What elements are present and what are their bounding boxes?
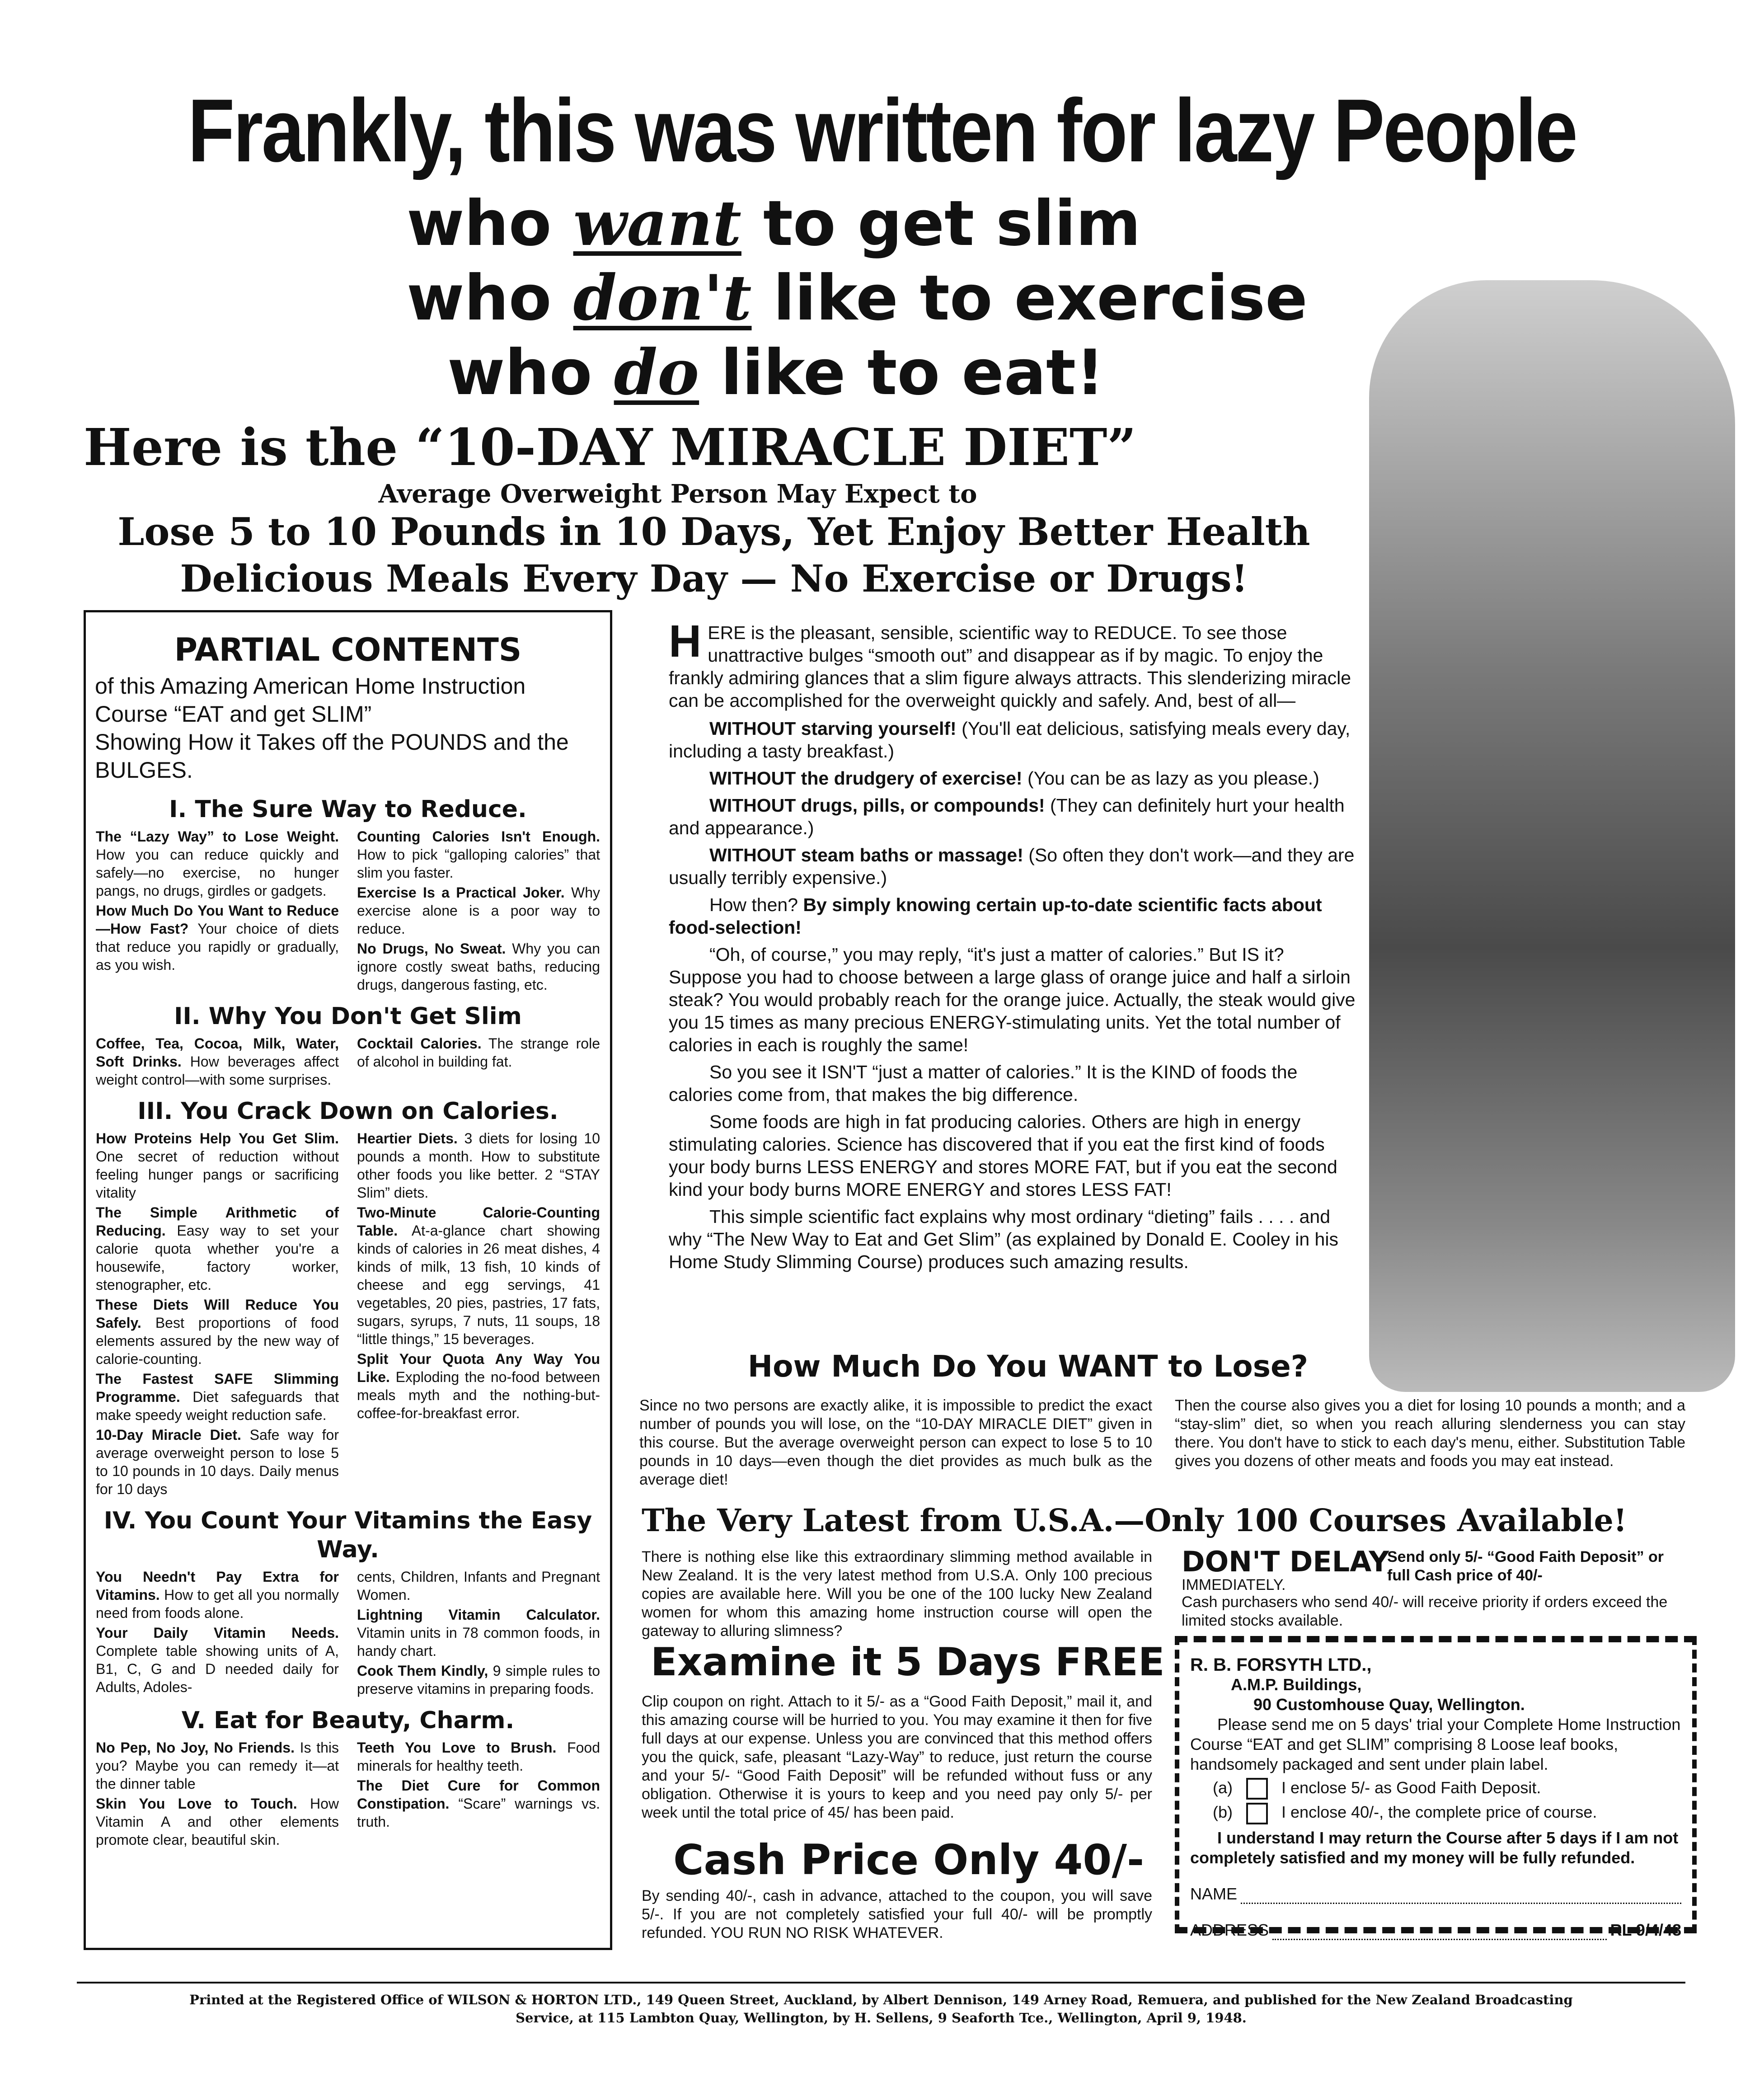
subheadline-dont: who don't like to exercise bbox=[407, 261, 1308, 334]
fact-paragraph: This simple scientific fact explains why most ordinary “dieting” fails . . . . and why “The New Way to Eat and Get Slim” (as explained by Donald E. Cooley in his Home Study Slimming Course) produces such amazing results. bbox=[669, 1206, 1338, 1272]
how-much-right-text: Then the course also gives you a diet for losing 10 pounds a month; and a “stay-slim” diet, so when you reach alluring slenderness you can stay there. You don't have to stick to each day's menu, either. Substitution Table gives you dozens of other meats and foods you may eat instead. bbox=[1175, 1397, 1685, 1470]
energy-paragraph: Some foods are high in fat producing calories. Others are high in energy stimulating calories. Science has discovered that if you eat the first kind of foods your body burns LESS ENERGY and stores MORE FAT, but if you eat the second kind your body burns MORE ENERGY and stores LESS FAT! bbox=[669, 1111, 1337, 1200]
without-drugs: WITHOUT drugs, pills, or compounds! (They can definitely hurt your health and appearance.) bbox=[669, 795, 1345, 838]
coupon-address-1: A.M.P. Buildings, bbox=[1231, 1675, 1362, 1694]
contents-item-title: You Needn't Pay Extra for Vitamins. bbox=[96, 1569, 339, 1603]
how-much-left-text: Since no two persons are exactly alike, it is impossible to predict the exact number of pounds you will lose, on the “10-DAY MIRACLE DIET” given in this course. But the average overweight person can expect to lose 5 to 10 pounds in 10 days—even though the diet provides as much bulk as the average diet! bbox=[639, 1397, 1152, 1488]
contents-column-right bbox=[357, 1034, 600, 1091]
address-field[interactable]: ADDRESS RL 9/4/48 bbox=[1190, 1920, 1681, 1939]
coupon-understand: I understand I may return the Course after 5 days if I am not completely satisfied and my money will be fully refunded. bbox=[1190, 1828, 1679, 1867]
contents-item bbox=[96, 1296, 339, 1368]
headline: Frankly, this was written for lazy People bbox=[188, 80, 1576, 180]
without-exercise: WITHOUT the drudgery of exercise! (You can be as lazy as you please.) bbox=[709, 768, 1319, 789]
contents-sections bbox=[86, 784, 610, 1851]
coupon-firm: R. B. FORSYTH LTD., bbox=[1190, 1655, 1372, 1675]
examine-text: Clip coupon on right. Attach to it 5/- as a “Good Faith Deposit,” mail it, and this amazing course will be hurried to you. You may examine it then for five full days at our expense. Unless you are convinced that this method offers you the quick, safe, pleasant “Lazy-Way” to reduce, just return the course and your 5/- “Good Faith Deposit” will be refunded without fuss or any obligation. Otherwise it is yours to keep and you need pay only 5/- per week until the total price of 45/ has been paid. bbox=[642, 1693, 1152, 1821]
contents-column-right bbox=[357, 827, 600, 996]
contents-item-desc: Your choice of diets that reduce you rapidly or gradually, as you wish. bbox=[96, 921, 339, 973]
how-then: How then? By simply knowing certain up-to-date scientific facts about food-selection! bbox=[669, 894, 1322, 938]
contents-column-left bbox=[96, 1568, 339, 1700]
contents-item bbox=[96, 1203, 339, 1294]
contents-item-desc: At-a-glance chart showing kinds of calories in 26 meat dishes, 4 kinds of milk, 13 fish, 10 kinds of cheese and egg servings, 41 vegetables, 20 pies, pastries, 17 fats, sugars, syrups, 7 nuts, 11 soups, 18 “little things,” 15 beverages. bbox=[357, 1222, 601, 1347]
option-b-checkbox[interactable] bbox=[1246, 1803, 1268, 1824]
contents-item bbox=[357, 884, 600, 938]
contents-item-desc: Complete table showing units of A, B1, C, G and D needed daily for Adults, Adoles- bbox=[96, 1643, 339, 1695]
contents-item bbox=[357, 940, 600, 994]
option-a-checkbox[interactable] bbox=[1246, 1778, 1268, 1800]
contents-item-title: The Diet Cure for Common Constipation. bbox=[357, 1777, 600, 1812]
contents-item bbox=[96, 827, 339, 900]
contents-item-title: No Drugs, No Sweat. bbox=[357, 940, 506, 957]
contents-column-right bbox=[357, 1129, 600, 1500]
very-latest-text: There is nothing else like this extraordinary slimming method available in New Zealand. It is the very latest method from U.S.A. Only 100 precious copies are available here. Will you be one of the 100 lucky New Zealand women for whom this amazing home instruction course will open the gateway to alluring slimness? bbox=[642, 1548, 1152, 1640]
contents-section-body bbox=[96, 1739, 600, 1851]
dropcap: H bbox=[669, 616, 702, 667]
contents-column-left bbox=[96, 1739, 339, 1851]
contents-item-desc: Is this you? Maybe you can remedy it—at the dinner table bbox=[96, 1739, 339, 1792]
contents-item-title: These Diets Will Reduce You Safely. bbox=[96, 1297, 339, 1331]
delicious-line: Delicious Meals Every Day — No Exercise or Drugs! bbox=[180, 557, 1248, 601]
contents-item-desc: Diet safeguards that make speedy weight reduction safe. bbox=[96, 1389, 339, 1423]
how-much-heading: How Much Do You WANT to Lose? bbox=[747, 1349, 1309, 1384]
contents-item-title: 10-Day Miracle Diet. bbox=[96, 1427, 241, 1443]
expect-line: Average Overweight Person May Expect to bbox=[378, 479, 977, 509]
contents-item-desc: How Vitamin A and other elements promote clear, beautiful skin. bbox=[96, 1796, 339, 1848]
contents-item bbox=[357, 1739, 600, 1775]
contents-item-title: Teeth You Love to Brush. bbox=[357, 1739, 557, 1756]
coupon-request: Please send me on 5 days' trial your Complete Home Instruction Course “EAT and get SLIM” comprising 8 Loose leaf books, handsomely packaged and sent under plain label. bbox=[1190, 1715, 1681, 1773]
contents-item-desc: 9 simple rules to preserve vitamins in preparing foods. bbox=[357, 1663, 601, 1697]
contents-item-title: Coffee, Tea, Cocoa, Milk, Water, Soft Drinks. bbox=[96, 1035, 339, 1070]
contents-item-desc: Exploding the no-food between meals myth and the nothing-but-coffee-for-breakfast error. bbox=[357, 1369, 601, 1421]
contents-item bbox=[357, 1350, 600, 1422]
subheadline-do: who do like to eat! bbox=[447, 335, 1104, 409]
kind-paragraph: So you see it ISN'T “just a matter of calories.” It is the KIND of foods the calories come from, that makes the big difference. bbox=[669, 1062, 1298, 1105]
contents-item-desc: Food minerals for healthy teeth. bbox=[357, 1739, 601, 1774]
option-a: (a) I enclose 5/- as Good Faith Deposit. bbox=[1190, 1778, 1681, 1800]
contents-item-title: No Pep, No Joy, No Friends. bbox=[96, 1739, 295, 1756]
contents-item-desc: Safe way for average overweight person to lose 5 to 10 pounds in 10 days. Daily menus for 10 days bbox=[96, 1427, 339, 1497]
order-coupon[interactable] bbox=[1175, 1636, 1697, 1939]
contents-section-heading: I. The Sure Way to Reduce. bbox=[169, 796, 527, 823]
contents-item-title: The Simple Arithmetic of Reducing. bbox=[96, 1204, 339, 1239]
contents-item-title: How Proteins Help You Get Slim. bbox=[96, 1130, 339, 1147]
body-copy bbox=[669, 616, 1356, 1273]
contents-item-title: Skin You Love to Touch. bbox=[96, 1796, 297, 1812]
contents-section-heading: V. Eat for Beauty, Charm. bbox=[181, 1707, 515, 1734]
contents-column-left bbox=[96, 827, 339, 996]
contents-intro: of this Amazing American Home Instruction Course “EAT and get SLIM” bbox=[95, 673, 526, 727]
contents-item bbox=[96, 1624, 339, 1696]
dont-delay-heading: DON'T DELAY bbox=[1182, 1545, 1389, 1578]
contents-section-body bbox=[96, 1568, 600, 1700]
footer-rule bbox=[77, 1982, 1685, 1984]
contents-item-title: Two-Minute Calorie-Counting Table. bbox=[357, 1204, 600, 1239]
contents-item-title: The “Lazy Way” to Lose Weight. bbox=[96, 828, 339, 845]
diet-title: Here is the “10-DAY MIRACLE DIET” bbox=[84, 418, 1136, 477]
contents-item-desc: Vitamin units in 78 common foods, in handy chart. bbox=[357, 1625, 600, 1659]
contents-item-title: Lightning Vitamin Calculator. bbox=[357, 1607, 600, 1623]
contents-section-body bbox=[96, 1034, 600, 1091]
contents-item-title: Counting Calories Isn't Enough. bbox=[357, 828, 600, 845]
contents-item bbox=[96, 1370, 339, 1424]
contents-showing: Showing How it Takes off the POUNDS and the BULGES. bbox=[95, 729, 569, 783]
contents-section-body bbox=[96, 1129, 600, 1500]
contents-item-title: Cook Them Kindly, bbox=[357, 1663, 488, 1679]
contents-item-desc: 3 diets for losing 10 pounds a month. How to substitute other foods you like better. 2 “STAY Slim” diets. bbox=[357, 1130, 601, 1201]
coupon-address-2: 90 Customhouse Quay, Wellington. bbox=[1253, 1695, 1525, 1714]
contents-item-desc: How to pick “galloping calories” that slim you faster. bbox=[357, 846, 600, 881]
contents-item bbox=[357, 1606, 600, 1660]
send-only-text: Send only 5/- “Good Faith Deposit” or full Cash price of 40/- bbox=[1387, 1548, 1664, 1584]
contents-item bbox=[357, 1129, 600, 1202]
contents-item bbox=[96, 1568, 339, 1622]
contents-item bbox=[357, 1203, 600, 1348]
contents-item-title: Your Daily Vitamin Needs. bbox=[96, 1625, 339, 1641]
contents-item bbox=[96, 1034, 339, 1089]
contents-item-title: Exercise Is a Practical Joker. bbox=[357, 884, 565, 901]
option-b: (b) I enclose 40/-, the complete price of course. bbox=[1190, 1802, 1681, 1824]
contents-column-right bbox=[357, 1568, 600, 1700]
contents-item bbox=[357, 1777, 600, 1831]
contents-item-title: Cocktail Calories. bbox=[357, 1035, 482, 1052]
contents-item bbox=[357, 1034, 600, 1071]
contents-section-heading: II. Why You Don't Get Slim bbox=[174, 1003, 522, 1030]
contents-item bbox=[96, 902, 339, 974]
intro-paragraph: HERE is the pleasant, sensible, scientific way to REDUCE. To see those unattractive bulges “smooth out” and disappear as if by magic. To enjoy the frankly admiring glances that a slim figure always attracts. This slenderizing miracle can be accomplished for the overweight quickly and safely. And, best of all— bbox=[669, 616, 1351, 711]
subheadline-want: who want to get slim bbox=[407, 186, 1141, 260]
contents-column-left bbox=[96, 1129, 339, 1500]
contents-item-title: Heartier Diets. bbox=[357, 1130, 458, 1147]
contents-title: PARTIAL CONTENTS bbox=[174, 631, 522, 668]
without-steam: WITHOUT steam baths or massage! (So often they don't work—and they are usually terribly expensive.) bbox=[669, 845, 1355, 888]
examine-heading: Examine it 5 Days FREE bbox=[651, 1640, 1165, 1685]
lose-line: Lose 5 to 10 Pounds in 10 Days, Yet Enjoy Better Health bbox=[117, 509, 1310, 554]
contents-item-desc: “Scare” warnings vs. truth. bbox=[357, 1796, 600, 1830]
immediately-label: IMMEDIATELY. bbox=[1182, 1576, 1286, 1593]
contents-item-desc: Why you can ignore costly sweat baths, reducing drugs, dangerous fasting, etc. bbox=[357, 940, 600, 993]
contents-item-title: Split Your Quota Any Way You Like. bbox=[357, 1351, 600, 1385]
contents-item bbox=[357, 1662, 600, 1698]
contents-item bbox=[357, 827, 600, 882]
contents-item-desc: One secret of reduction without feeling hunger pangs or sacrificing vitality bbox=[96, 1148, 339, 1201]
coupon-ref: RL 9/4/48 bbox=[1610, 1920, 1681, 1939]
contents-item bbox=[96, 1426, 339, 1498]
contents-item-desc: How beverages affect weight control—with some surprises. bbox=[96, 1053, 339, 1088]
contents-column-left bbox=[96, 1034, 339, 1091]
contents-item bbox=[96, 1739, 339, 1793]
cash-purchasers-text: Cash purchasers who send 40/- will receive priority if orders exceed the limited stocks available. bbox=[1182, 1593, 1668, 1629]
contents-item-title: How Much Do You Want to Reduce—How Fast? bbox=[96, 902, 339, 937]
calories-paragraph: “Oh, of course,” you may reply, “it's just a matter of calories.” But IS it? Suppose you had to choose between a large glass of orange juice and half a sirloin steak? You would probably reach for the orange juice. Actually, the steak would give you 15 times as many precious ENERGY-stimulating units. Yet the total number of calories in each is roughly the same! bbox=[669, 944, 1356, 1055]
very-latest-heading: The Very Latest from U.S.A.—Only 100 Courses Available! bbox=[642, 1503, 1627, 1539]
contents-item-title: The Fastest SAFE Slimming Programme. bbox=[96, 1371, 339, 1405]
partial-contents-box bbox=[84, 610, 612, 1950]
cash-price-heading: Cash Price Only 40/- bbox=[673, 1836, 1145, 1884]
contents-section-body bbox=[96, 827, 600, 996]
contents-item-desc: The strange role of alcohol in building fat. bbox=[357, 1035, 600, 1070]
contents-column-right bbox=[357, 1739, 600, 1851]
contents-section-heading: IV. You Count Your Vitamins the Easy Way. bbox=[103, 1507, 592, 1563]
contents-item-desc: How to get all you normally need from foods alone. bbox=[96, 1587, 339, 1621]
contents-item-desc: Why exercise alone is a poor way to reduce. bbox=[357, 884, 601, 937]
name-field[interactable]: NAME bbox=[1190, 1884, 1681, 1904]
contents-section-heading: III. You Crack Down on Calories. bbox=[137, 1098, 558, 1125]
contents-item bbox=[357, 1568, 600, 1604]
contents-item-desc: Best proportions of food elements assured by the new way of calorie-counting. bbox=[96, 1315, 339, 1367]
without-starving: WITHOUT starving yourself! (You'll eat delicious, satisfying meals every day, including a tasty breakfast.) bbox=[669, 718, 1351, 761]
contents-item bbox=[96, 1795, 339, 1849]
contents-item-desc: cents, Children, Infants and Pregnant Women. bbox=[357, 1569, 600, 1603]
contents-item-desc: How you can reduce quickly and safely—no exercise, no hunger pangs, no drugs, girdles or gadgets. bbox=[96, 846, 339, 899]
printer-imprint: Printed at the Registered Office of WILSON & HORTON LTD., 149 Queen Street, Auckland, by Albert Dennison, 149 Arney Road, Remuera, and published for the New Zealand Broadcasting Service, at 115 Lambton Quay, Wellington, by H. Sellens, 9 Seaforth Tce., Wellington, April 9, 1948. bbox=[189, 1992, 1573, 2026]
woman-on-scale-photo bbox=[1369, 280, 1735, 1392]
contents-item-desc: Easy way to set your calorie quota whether you're a housewife, factory worker, stenographer, etc. bbox=[96, 1222, 339, 1293]
cash-price-text: By sending 40/-, cash in advance, attached to the coupon, you will save 5/-. If you are not completely satisfied your full 40/- will be promptly refunded. YOU RUN NO RISK WHATEVER. bbox=[642, 1887, 1152, 1941]
contents-item bbox=[96, 1129, 339, 1202]
